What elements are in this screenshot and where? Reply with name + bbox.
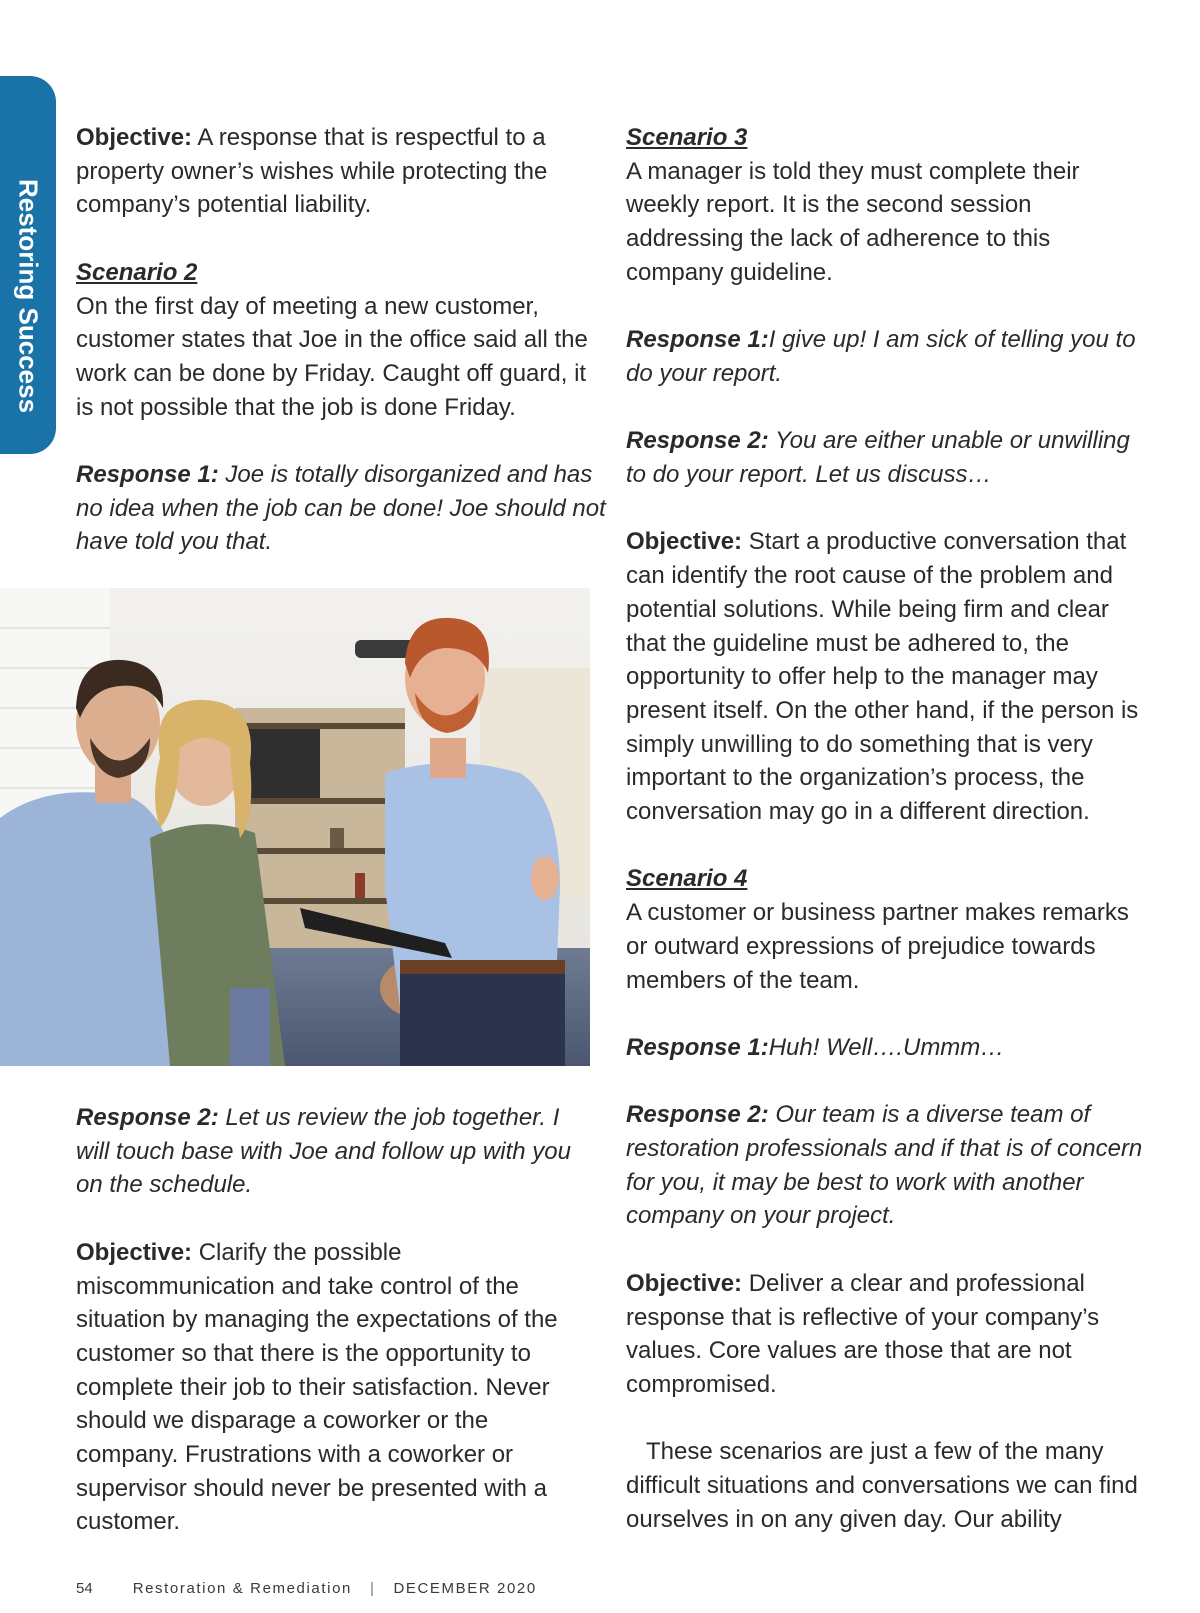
response-label: Response 1: <box>76 461 219 488</box>
objective-text: A response that is respectful to a property owner’s wishes while protecting the company’s potential liability. <box>76 124 548 219</box>
objective-label: Objective: <box>76 124 193 151</box>
scenario-2-body: On the first day of meeting a new customer, customer states that Joe in the office said all the work can be done by Friday. Caught off guard, it is not possible that the job is done Friday. <box>76 292 588 421</box>
objective-text: Deliver a clear and professional response that is reflective of your company’s values. Core values are those that are not compromised. <box>626 1269 1100 1398</box>
publication-name: Restoration & Remediation <box>132 1580 352 1597</box>
right-column <box>626 121 1146 1536</box>
section-label: Restoring Success <box>13 178 44 414</box>
scenario-3-response-1 <box>626 323 1146 390</box>
side-tab <box>0 76 56 454</box>
page-number: 54 <box>76 1580 93 1597</box>
scenario-3-heading: Scenario 3 <box>626 124 748 151</box>
left-column-continued <box>76 1101 596 1573</box>
scenario-2-response-1 <box>76 458 606 559</box>
response-text: You are either unable or unwilling to do your report. Let us discuss… <box>626 427 1130 488</box>
scenario-4-response-2 <box>626 1098 1146 1233</box>
scenario-3-body: A manager is told they must complete their weekly report. It is the second session addressing the lack of adherence to this company guideline. <box>626 157 1080 286</box>
objective-label: Objective: <box>626 528 743 556</box>
closing-paragraph: These scenarios are just a few of the many difficult situations and conversations we can find ourselves in on any given day. Our ability <box>626 1438 1138 1533</box>
scenario-3-response-2 <box>626 424 1146 491</box>
response-text: Our team is a diverse team of restoration professionals and if that is of concern for you, it may be best to work with another company on your project. <box>626 1101 1143 1230</box>
scenario-4-paragraph <box>626 862 1146 997</box>
response-label: Response 2: <box>626 427 769 455</box>
response-text: Joe is totally disorganized and has no idea when the job can be done! Joe should not have told you that. <box>76 461 606 556</box>
scenario-2-objective <box>76 1236 596 1539</box>
team-meeting-photo <box>0 588 590 1066</box>
response-text: Huh! Well….Ummm… <box>768 1033 1005 1061</box>
issue-date: DECEMBER 2020 <box>393 1580 537 1597</box>
scenario-2-response-2 <box>76 1101 596 1202</box>
page-footer <box>76 1580 537 1597</box>
objective-label: Objective: <box>626 1269 743 1297</box>
objective-label: Objective: <box>76 1238 193 1266</box>
response-text: Let us review the job together. I will touch base with Joe and follow up with you on the schedule. <box>76 1104 571 1199</box>
scenario-4-heading: Scenario 4 <box>626 865 748 893</box>
scenario-4-body: A customer or business partner makes remarks or outward expressions of prejudice towards members of the team. <box>626 899 1129 994</box>
left-column <box>76 121 606 559</box>
scenario-4-objective <box>626 1267 1146 1402</box>
scenario-3-objective <box>626 525 1146 828</box>
response-label: Response 2: <box>76 1104 219 1131</box>
scenario-3-paragraph <box>626 121 1146 290</box>
scenario-2-heading: Scenario 2 <box>76 258 198 286</box>
objective-text: Clarify the possible miscommunication and take control of the situation by managing the expectations of the customer so that there is the opportunity to complete their job to their satisfaction. Never should we disparage a coworker or the company. Frustrations with a coworker or supervisor should never be presented with a customer. <box>76 1238 558 1536</box>
response-label: Response 1: <box>626 326 769 354</box>
scenario-2-paragraph <box>76 256 606 425</box>
objective-1-paragraph <box>76 121 606 222</box>
footer-separator: | <box>369 1580 376 1597</box>
response-label: Response 1: <box>626 1033 769 1061</box>
objective-text: Start a productive conversation that can identify the root cause of the problem and potential solutions. While being firm and clear that the guideline must be adhered to, the opportunity to offer help to the manager may present itself. On the other hand, if the person is simply unwilling to do something that is very important to the organization’s process, the conversation may go in a different direction. <box>626 528 1139 826</box>
scenario-4-response-1 <box>626 1031 1146 1065</box>
response-text: I give up! I am sick of telling you to do your report. <box>626 326 1136 387</box>
response-label: Response 2: <box>626 1101 769 1129</box>
